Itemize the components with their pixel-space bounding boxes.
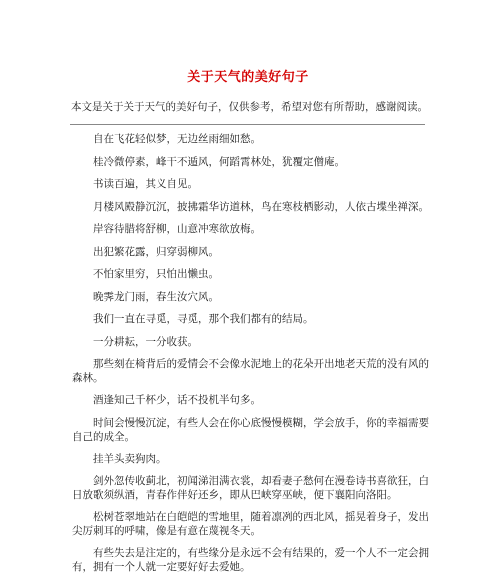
document-body: [72, 132, 432, 582]
paragraph: 不怕家里穷，只怕出懒虫。: [93, 268, 219, 280]
divider-line: [70, 124, 425, 125]
document-title: 关于天气的美好句子: [187, 70, 309, 85]
paragraph: 剑外忽传收蓟北，初闻涕泪满衣裳，却看妻子愁何在漫卷诗书喜欲狂，白日放歌须纵酒，青春作伴好还乡，即从巴峡穿巫峡，便下襄阳向洛阳。: [72, 475, 429, 501]
paragraph: 我们一直在寻觅，寻觅，那个我们都有的结局。: [93, 313, 314, 325]
paragraph: 自在飞花轻似梦，无边丝雨细如愁。: [93, 133, 261, 145]
document-intro: 本文是关于关于天气的美好句子，仅供参考，希望对您有所帮助，感谢阅读。: [71, 101, 428, 113]
paragraph: 酒逢知己千杯少，话不投机半句多。: [93, 394, 261, 406]
paragraph: 书读百遍，其义自见。: [93, 178, 198, 190]
paragraph: 那些刻在椅背后的爱情会不会像水泥地上的花朵开出地老天荒的没有风的森林。: [72, 358, 429, 384]
paragraph: 挂羊头卖狗肉。: [93, 452, 167, 465]
paragraph: 桂冷微停素，峰干不遁风，何蹈霄林处，犹覆定僧庵。: [93, 155, 345, 168]
paragraph: 月楼风殿静沉沉，披拂霜华访道林，鸟在寒枝栖影动，人依古堞坐禅深。: [93, 200, 429, 213]
paragraph: 时间会慢慢沉淀，有些人会在你心底慢慢模糊，学会放手，你的幸福需要自己的成全。: [72, 416, 429, 443]
paragraph: 岸容待腊将舒柳，山意冲寒欲放梅。: [93, 223, 261, 235]
paragraph: 晚霁龙门雨，春生汝穴风。: [93, 290, 219, 303]
paragraph: 出犯繁花露，归穿弱柳风。: [93, 245, 219, 258]
paragraph: 一分耕耘，一分收获。: [93, 335, 198, 348]
paragraph: 有些失去是注定的，有些缘分是永远不会有结果的，爱一个人不一定会拥有，拥有一个人就一定要好好去爱她。: [72, 547, 429, 573]
paragraph: 松树苍翠地站在白皑皑的雪地里，随着凛冽的西北风，摇晃着身子，发出尖厉刺耳的呼啸，像是有意在蔑视冬天。: [72, 511, 429, 537]
